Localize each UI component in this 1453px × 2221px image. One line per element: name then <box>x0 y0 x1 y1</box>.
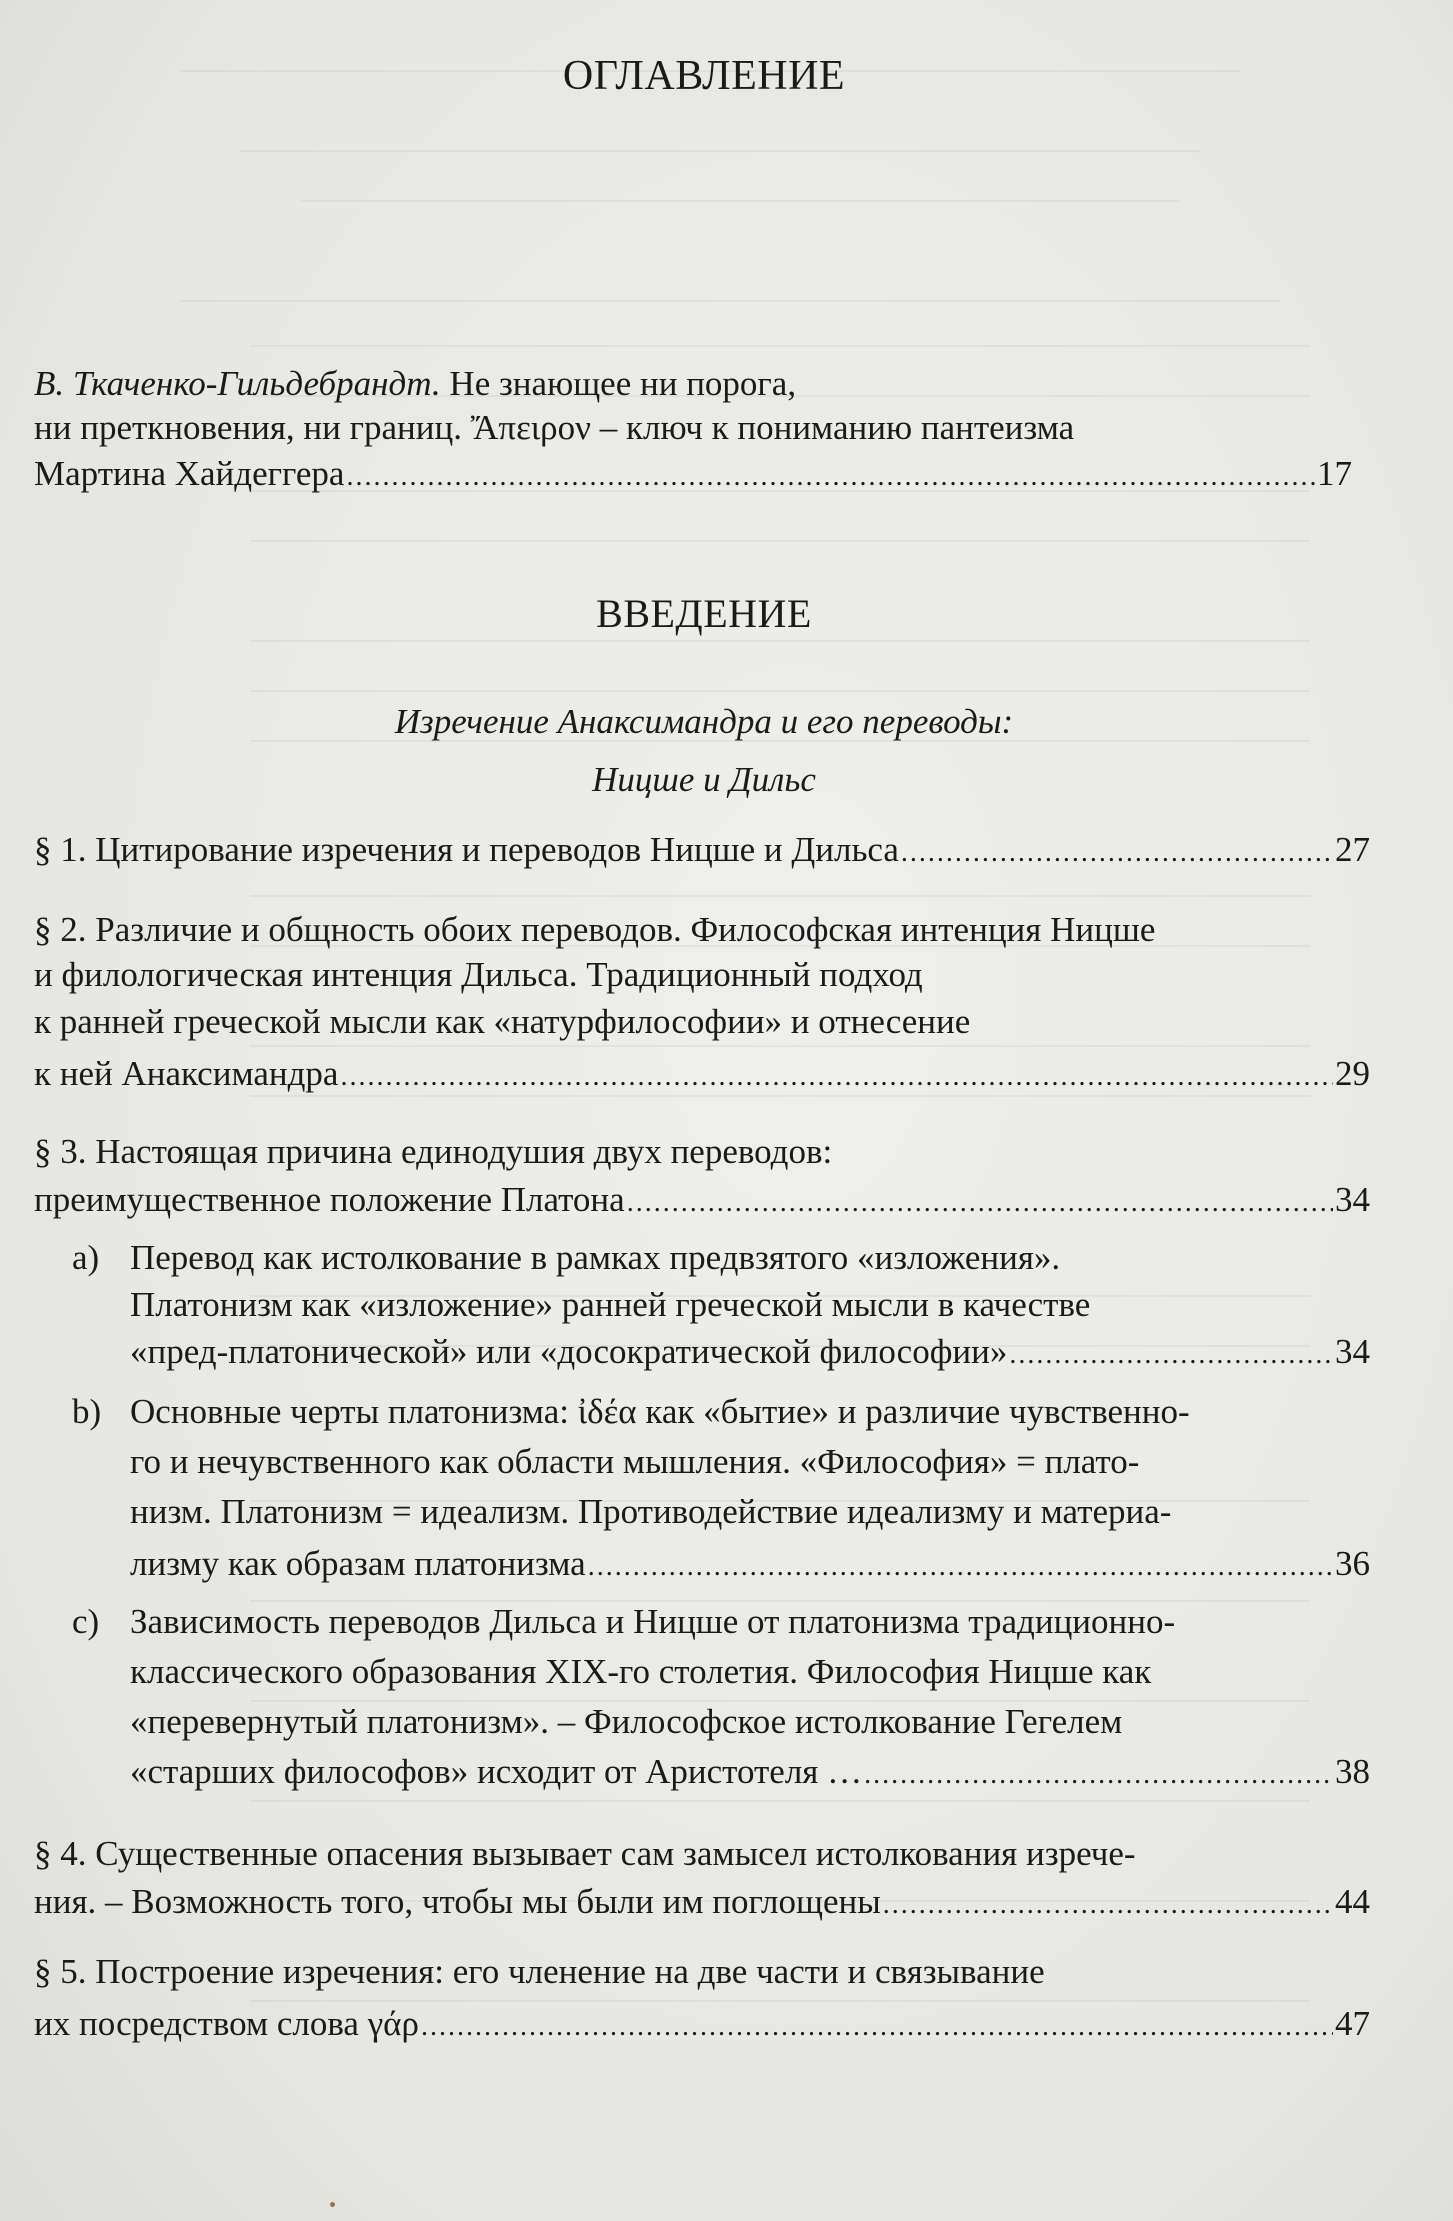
subsection-marker-a: a) <box>72 1238 100 1277</box>
toc-entry-s3a-line-3[interactable] <box>130 1330 1370 1377</box>
leader-dots <box>346 455 1315 499</box>
page-number: 34 <box>1335 1180 1370 1219</box>
toc-entry-s3a-line-2: Платонизм как «изложение» ранней греческой мысли в качестве <box>130 1285 1091 1324</box>
leader-dots <box>340 1055 1333 1099</box>
toc-entry-s3c-line-1[interactable]: Зависимость переводов Дильса и Ницше от платонизма традиционно- <box>130 1602 1176 1641</box>
toc-entry-text: «пред-платонической» или «досократической философии» <box>130 1332 1008 1371</box>
toc-entry-text: их посредством слова γάρ <box>34 2004 419 2043</box>
toc-entry-s4-line-1[interactable]: § 4. Существенные опасения вызывает сам замысел истолкования изрече- <box>34 1834 1136 1873</box>
page-number: 44 <box>1335 1882 1370 1921</box>
page-title: ОГЛАВЛЕНИЕ <box>562 53 846 99</box>
intro-subtitle-line-2: Ницше и Дильс <box>592 760 816 799</box>
toc-entry-s3c-line-4[interactable] <box>130 1750 1370 1797</box>
leader-dots <box>883 1883 1333 1927</box>
leader-dots <box>421 2005 1333 2049</box>
preface-entry-line-3[interactable] <box>34 452 1352 499</box>
page-number: 29 <box>1335 1054 1370 1093</box>
preface-entry-line-1 <box>34 362 796 406</box>
toc-entry-text: лизму как образам платонизма <box>130 1544 586 1583</box>
toc-entry-text: к ней Анаксимандра <box>34 1054 339 1093</box>
toc-entry-text: преимущественное положение Платона <box>34 1180 625 1219</box>
toc-entry-text: § 1. Цитирование изречения и переводов Ницше и Дильса <box>34 830 899 869</box>
print-speck <box>330 2202 335 2207</box>
toc-entry-s3c-line-2: классического образования XIX-го столетия. Философия Ницше как <box>130 1652 1152 1691</box>
toc-entry-s2-line-3: к ранней греческой мысли как «натурфилософии» и отнесение <box>34 1002 971 1041</box>
toc-entry-s2-line-2: и филологическая интенция Дильса. Традиционный подход <box>34 955 923 994</box>
page-number: 17 <box>1317 454 1352 493</box>
toc-entry-s1[interactable] <box>34 828 1370 875</box>
page-number: 34 <box>1335 1332 1370 1371</box>
toc-entry-s3-line-1[interactable]: § 3. Настоящая причина единодушия двух переводов: <box>34 1132 833 1171</box>
toc-entry-s3b-line-3: низм. Платонизм = идеализм. Противодействие идеализму и материа- <box>130 1492 1172 1531</box>
page-number: 27 <box>1335 830 1370 869</box>
preface-entry-line-2: ни преткновения, ни границ. Ἄπειρον – ключ к пониманию пантеизма <box>34 408 1075 447</box>
toc-entry-s3b-line-1[interactable]: Основные черты платонизма: ἰδέα как «бытие» и различие чувственно- <box>130 1392 1190 1431</box>
toc-entry-text: ния. – Возможность того, чтобы мы были им поглощены <box>34 1882 881 1921</box>
toc-entry-s3c-line-3: «перевернутый платонизм». – Философское истолкование Гегелем <box>130 1702 1123 1741</box>
preface-title-start: Не знающее ни порога, <box>440 364 797 403</box>
subsection-marker-c: c) <box>72 1602 100 1641</box>
toc-entry-s2-line-4[interactable] <box>34 1052 1370 1099</box>
toc-entry-s4-line-2[interactable] <box>34 1880 1370 1927</box>
leader-dots <box>588 1545 1333 1589</box>
toc-entry-s3a-line-1[interactable]: Перевод как истолкование в рамках предвзятого «изложения». <box>130 1238 1061 1277</box>
intro-subtitle-line-1: Изречение Анаксимандра и его переводы: <box>394 702 1014 741</box>
toc-entry-s5-line-1[interactable]: § 5. Построение изречения: его членение на две части и связывание <box>34 1952 1045 1991</box>
page-number: 36 <box>1335 1544 1370 1583</box>
toc-entry-text: «старших философов» исходит от Аристотеля … <box>130 1752 863 1791</box>
preface-entry-text: Мартина Хайдеггера <box>34 454 345 493</box>
intro-heading: ВВЕДЕНИЕ <box>596 591 812 636</box>
toc-entry-s3b-line-2: го и нечувственного как области мышления. «Философия» = плато- <box>130 1442 1140 1481</box>
leader-dots <box>901 831 1333 875</box>
subsection-marker-b: b) <box>72 1392 102 1431</box>
leader-dots <box>627 1181 1333 1225</box>
preface-author: В. Ткаченко-Гильдебрандт. <box>34 364 441 403</box>
page-number: 47 <box>1335 2004 1370 2043</box>
toc-entry-s5-line-2[interactable] <box>34 2002 1370 2049</box>
toc-entry-s2-line-1[interactable]: § 2. Различие и общность обоих переводов. Философская интенция Ницше <box>34 910 1156 949</box>
leader-dots <box>1009 1333 1333 1377</box>
toc-entry-s3-line-2[interactable] <box>34 1178 1370 1225</box>
page-number: 38 <box>1335 1752 1370 1791</box>
leader-dots <box>864 1753 1333 1797</box>
toc-entry-s3b-line-4[interactable] <box>130 1542 1370 1589</box>
